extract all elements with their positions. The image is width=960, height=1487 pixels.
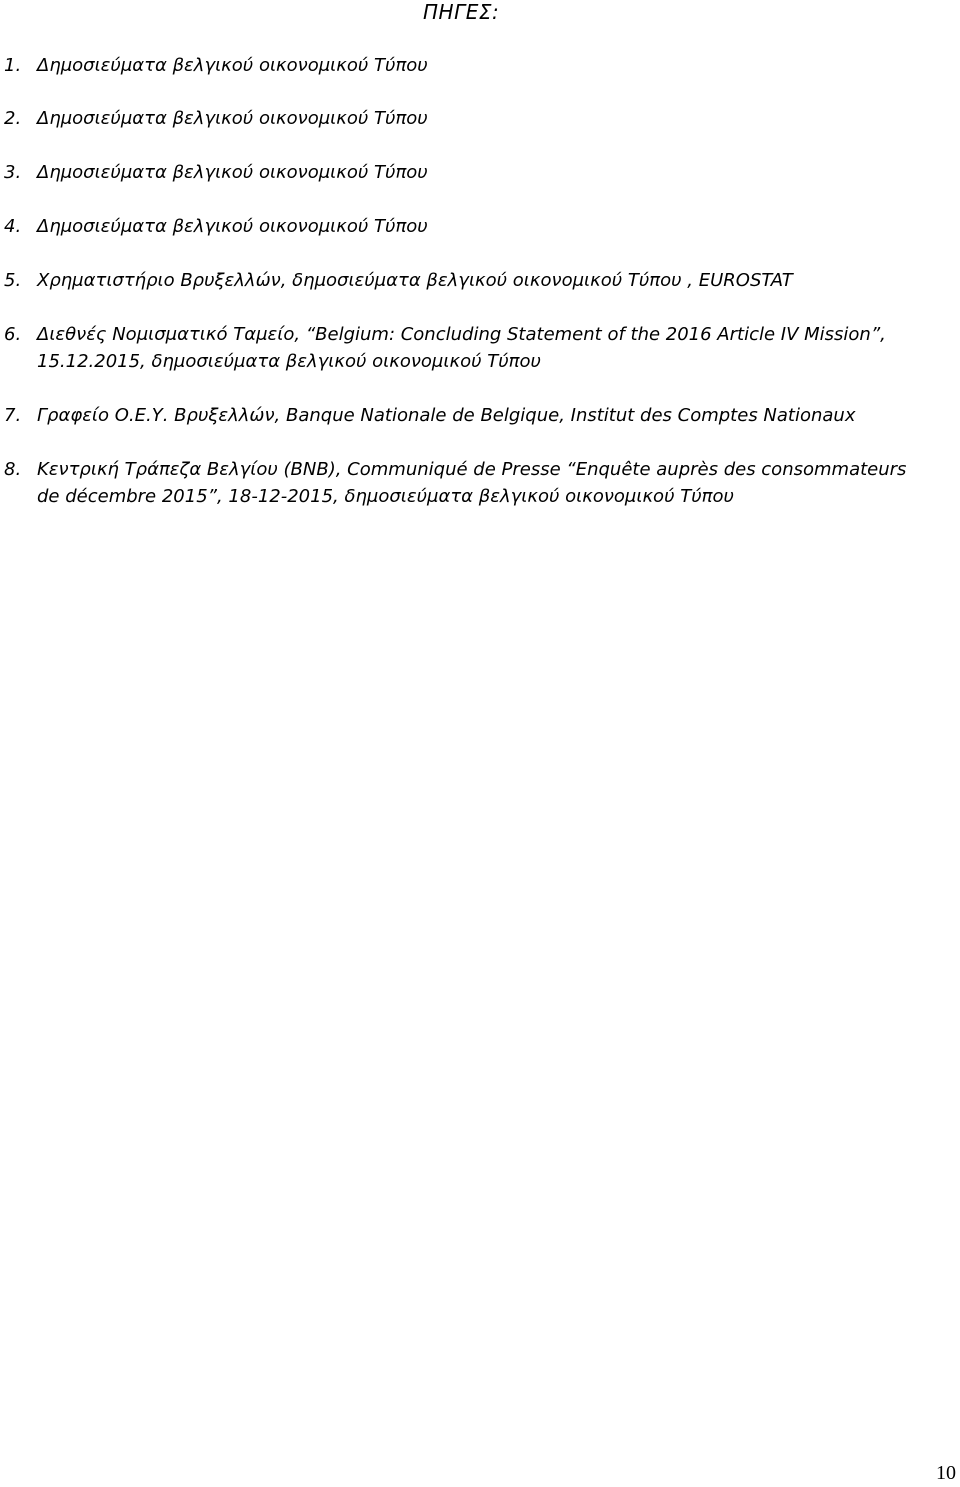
source-number: 4.	[4, 216, 22, 237]
source-text: Δημοσιεύματα βελγικού οικονομικού Τύπου	[37, 162, 428, 183]
source-item-3	[4, 159, 934, 186]
source-number: 3.	[4, 162, 22, 183]
source-item-1	[4, 52, 934, 79]
source-number: 8.	[4, 459, 22, 480]
source-number: 2.	[4, 108, 22, 129]
source-text: Διεθνές Νομισματικό Ταμείο, “Belgium: Concluding Statement of the 2016 Article IV Mission”, 15.12.2015, δημοσιεύματα βελγικού οικονομικού Τύπου	[37, 324, 886, 372]
sources-heading: ΠΗΓΕΣ:	[423, 0, 500, 24]
source-number: 6.	[4, 324, 22, 345]
page-number: 10	[936, 1462, 956, 1484]
source-text: Δημοσιεύματα βελγικού οικονομικού Τύπου	[37, 216, 428, 237]
source-number: 7.	[4, 405, 22, 426]
source-number: 1.	[4, 55, 22, 76]
source-item-6	[4, 321, 934, 375]
source-text: Δημοσιεύματα βελγικού οικονομικού Τύπου	[37, 108, 428, 129]
source-text: Δημοσιεύματα βελγικού οικονομικού Τύπου	[37, 55, 428, 76]
source-item-7	[4, 402, 934, 429]
source-text: Χρηματιστήριο Βρυξελλών, δημοσιεύματα βελγικού οικονομικού Τύπου , EUROSTAT	[37, 270, 793, 291]
source-item-5	[4, 267, 934, 294]
source-text: Κεντρική Τράπεζα Βελγίου (BNB), Communiqué de Presse “Enquête auprès des consommateurs de décembre 2015”, 18-12-2015, δημοσιεύματα βελγικού οικονομικού Τύπου	[37, 459, 907, 507]
source-text: Γραφείο Ο.Ε.Υ. Βρυξελλών, Banque Nationale de Belgique, Institut des Comptes Nationaux	[37, 405, 856, 426]
source-item-8	[4, 456, 934, 510]
source-item-2	[4, 105, 934, 132]
source-number: 5.	[4, 270, 22, 291]
source-item-4	[4, 213, 934, 240]
